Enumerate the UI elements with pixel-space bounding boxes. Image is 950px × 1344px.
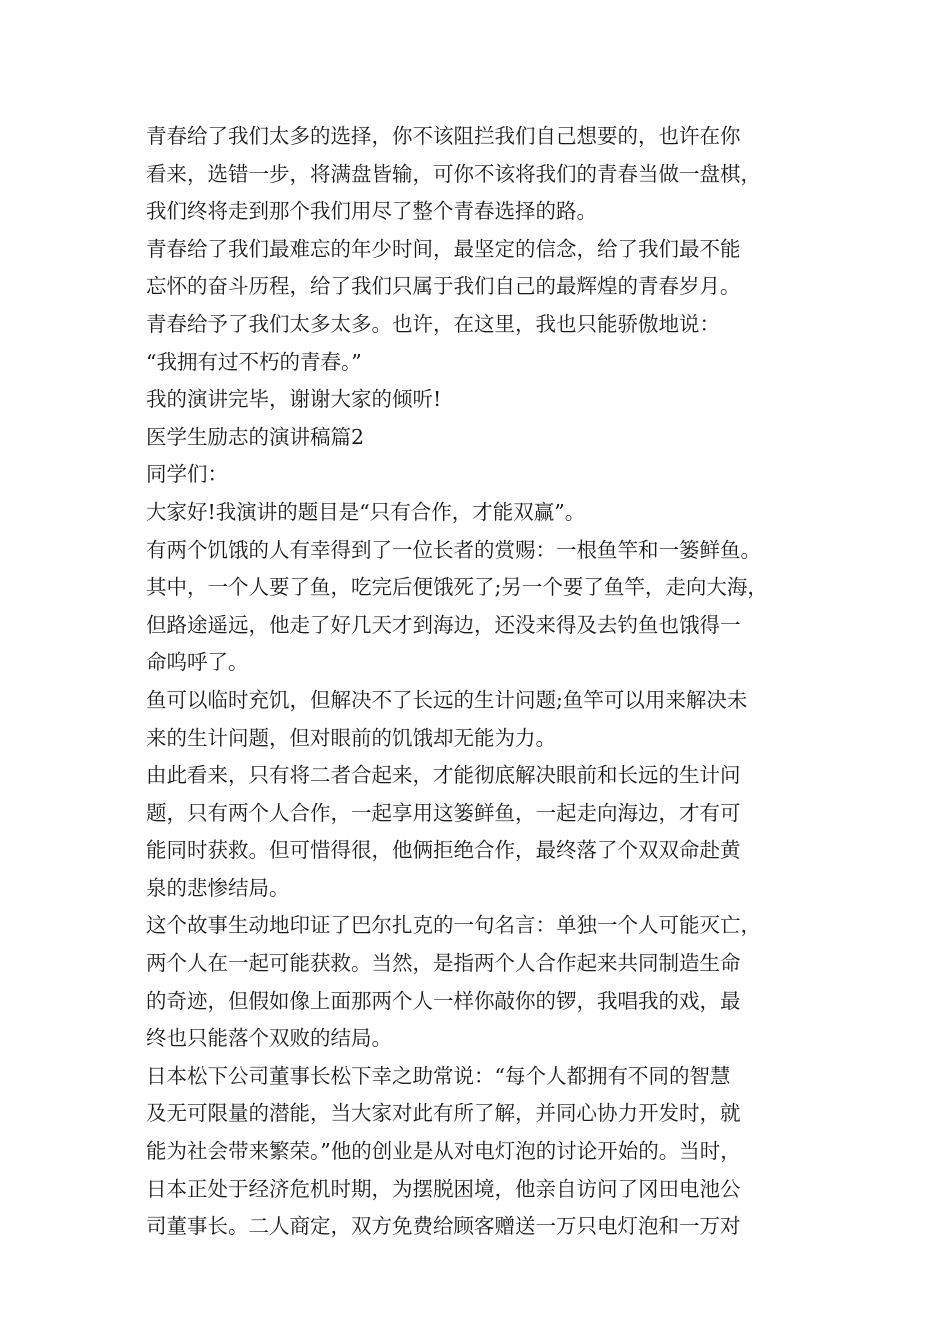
- text-line: 我的演讲完毕，谢谢大家的倾听!: [146, 387, 442, 412]
- text-line: 有两个饥饿的人有幸得到了一位长者的赏赐：一根鱼竿和一篓鲜鱼。: [146, 537, 761, 562]
- text-line: 鱼可以临时充饥，但解决不了长远的生计问题;鱼竿可以用来解决未: [146, 687, 748, 712]
- text-line: 其中，一个人要了鱼，吃完后便饿死了;另一个要了鱼竿，走向大海，: [146, 575, 768, 600]
- text-line: 题，只有两个人合作，一起享用这篓鲜鱼，一起走向海边，才有可: [146, 800, 741, 825]
- text-line: 及无可限量的潜能，当大家对此有所了解，并同心协力开发时，就: [146, 1101, 741, 1126]
- text-line: 青春给了我们太多的选择，你不该阻拦我们自己想要的，也许在你: [146, 124, 741, 148]
- section-heading: 医学生励志的演讲稿篇2: [146, 424, 365, 449]
- text-line: 但路途遥远，他走了好几天才到海边，还没来得及去钓鱼也饿得一: [146, 612, 741, 637]
- text-line: 忘怀的奋斗历程，给了我们只属于我们自己的最辉煌的青春岁月。: [146, 274, 741, 299]
- text-line: 终也只能落个双败的结局。: [146, 1026, 392, 1051]
- text-line: 来的生计问题，但对眼前的饥饿却无能为力。: [146, 725, 556, 750]
- text-line: 两个人在一起可能获救。当然，是指两个人合作起来共同制造生命: [146, 951, 741, 976]
- text-line: 泉的悲惨结局。: [146, 875, 290, 900]
- text-line: 能同时获救。但可惜得很，他俩拒绝合作，最终落了个双双命赴黄: [146, 838, 741, 863]
- text-line: 日本正处于经济危机时期，为摆脱困境，他亲自访问了冈田电池公: [146, 1176, 741, 1201]
- text-line: 命呜呼了。: [146, 650, 249, 675]
- text-line: “我拥有过不朽的青春。”: [146, 349, 362, 374]
- text-line: 我们终将走到那个我们用尽了整个青春选择的路。: [146, 199, 597, 224]
- text-line: 日本松下公司董事长松下幸之助常说：“每个人都拥有不同的智慧: [146, 1063, 731, 1088]
- text-line: 青春给了我们最难忘的年少时间，最坚定的信念，给了我们最不能: [146, 236, 741, 261]
- text-line: 青春给予了我们太多太多。也许，在这里，我也只能骄傲地说：: [146, 311, 720, 336]
- text-line: 司董事长。二人商定，双方免费给顾客赠送一万只电灯泡和一万对: [146, 1214, 741, 1239]
- text-line: 由此看来，只有将二者合起来，才能彻底解决眼前和长远的生计问: [146, 763, 741, 788]
- text-line: 这个故事生动地印证了巴尔扎克的一句名言：单独一个人可能灭亡，: [146, 913, 761, 938]
- document-body: [146, 118, 836, 1246]
- text-line: 同学们：: [146, 462, 228, 487]
- text-line: 的奇迹，但假如像上面那两个人一样你敲你的锣，我唱我的戏，最: [146, 988, 741, 1013]
- text-line: 看来，选错一步，将满盘皆输，可你不该将我们的青春当做一盘棋，: [146, 161, 761, 186]
- text-line: 大家好!我演讲的题目是“只有合作，才能双赢”。: [146, 499, 586, 524]
- text-line: 能为社会带来繁荣。”他的创业是从对电灯泡的讨论开始的。当时，: [146, 1139, 741, 1164]
